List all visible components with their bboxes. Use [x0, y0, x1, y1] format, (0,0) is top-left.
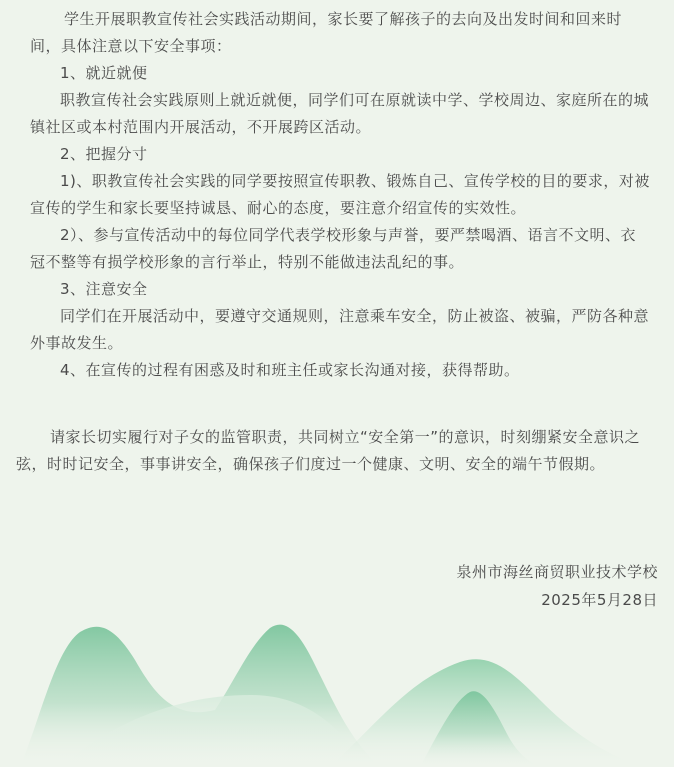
notice-date: 2025年5月28日 [541, 591, 658, 609]
item-2-heading: 2、把握分寸 [60, 145, 148, 163]
item-1-heading: 1、就近就便 [60, 64, 148, 82]
item-1-paragraph: 职教宣传社会实践原则上就近就便，同学们可在原就读中学、学校周边、家庭所在的城镇社区或本村范围内开展活动，不开展跨区活动。 [30, 91, 650, 136]
item-2-paragraph-2: 2）、参与宣传活动中的每位同学代表学校形象与声誉，要严禁喝酒、语言不文明、衣冠不整等有损学校形象的言行举止，特别不能做违法乱纪的事。 [30, 226, 637, 271]
school-name: 泉州市海丝商贸职业技术学校 [456, 563, 658, 581]
notice-body [30, 6, 650, 384]
item-2-paragraph-1: 1)、职教宣传社会实践的同学要按照宣传职教、锻炼自己、宣传学校的目的要求，对被宣传的学生和家长要坚持诚恳、耐心的态度，要注意介绍宣传的实效性。 [30, 172, 650, 217]
mountain-landscape-illustration [0, 600, 674, 767]
item-4-heading: 4、在宣传的过程有困惑及时和班主任或家长沟通对接，获得帮助。 [60, 361, 520, 379]
closing-paragraph: 请家长切实履行对子女的监管职责，共同树立“安全第一”的意识，时刻绷紧安全意识之弦，时时记安全，事事讲安全，确保孩子们度过一个健康、文明、安全的端午节假期。 [16, 428, 641, 473]
intro-paragraph: 学生开展职教宣传社会实践活动期间，家长要了解孩子的去向及出发时间和回来时间，具体注意以下安全事项： [30, 10, 623, 55]
item-3-paragraph: 同学们在开展活动中，要遵守交通规则，注意乘车安全，防止被盗、被骗，严防各种意外事故发生。 [30, 307, 650, 352]
item-3-heading: 3、注意安全 [60, 280, 148, 298]
